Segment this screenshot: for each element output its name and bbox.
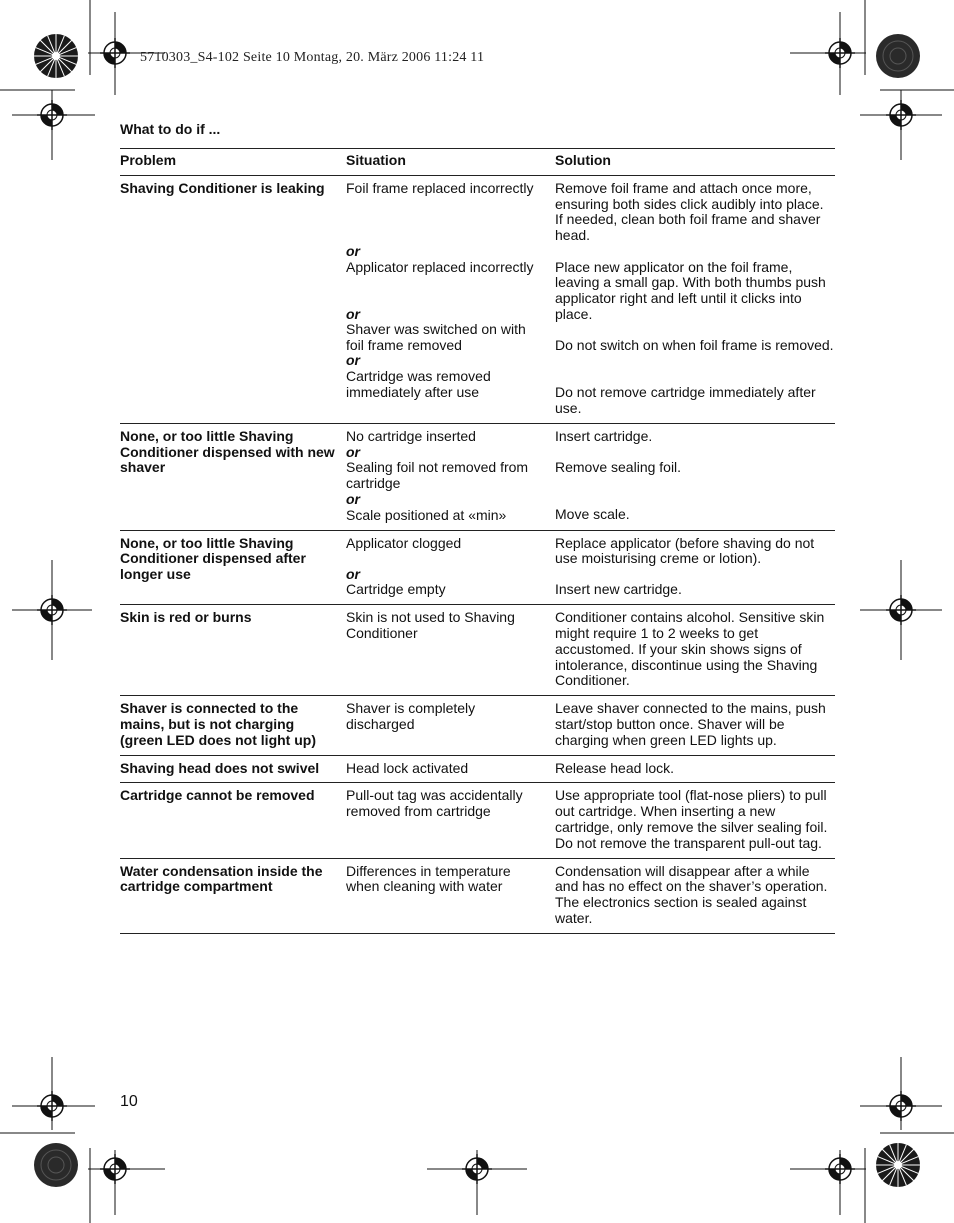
or-label: or (346, 242, 360, 259)
table-row (120, 755, 835, 783)
solution-text: Insert cartridge. (555, 427, 653, 444)
print-slug: 5710303_S4-102 Seite 10 Montag, 20. März 2006 11:24 11 (140, 50, 485, 65)
or-label: or (346, 443, 360, 460)
solution-cell (555, 530, 835, 605)
column-header-situation: Situation (346, 149, 555, 176)
table-row (120, 530, 835, 605)
situation-cell (346, 423, 555, 530)
problem-cell: Water condensation inside the cartridge compartment (120, 858, 346, 933)
solution-text: Condensation will disappear after a while and has no effect on the shaver’s operation. The electronics section is sealed against water. (555, 862, 828, 926)
situation-text: Sealing foil not removed from cartridge (346, 459, 529, 492)
or-label: or (346, 490, 360, 507)
troubleshooting-table (120, 148, 835, 934)
or-label: or (346, 352, 360, 369)
situation-text: Scale positioned at «min» (346, 506, 507, 523)
solution-text: Insert new cartridge. (555, 581, 682, 598)
situation-text: Differences in temperature when cleaning with water (346, 862, 511, 895)
situation-cell (346, 530, 555, 605)
solution-text: Conditioner contains alcohol. Sensitive skin might require 1 to 2 weeks to get accustomed. If your skin shows signs of intolerance, discontinue using the Shaving Conditioner. (555, 609, 825, 689)
situation-cell (346, 605, 555, 696)
situation-text: Head lock activated (346, 759, 469, 776)
situation-text: Cartridge was removed immediately after use (346, 368, 491, 400)
problem-cell: Shaver is connected to the mains, but is not charging (green LED does not light up) (120, 696, 346, 755)
solution-text: Remove foil frame and attach once more, ensuring both sides click audibly into place. If needed, clean both foil frame and shaver head. (555, 179, 824, 244)
column-header-solution: Solution (555, 149, 835, 176)
situation-text: Applicator clogged (346, 534, 462, 551)
solution-text: Use appropriate tool (flat-nose pliers) to pull out cartridge. When inserting a new cartridge, only remove the silver sealing foil. Do not remove the transparent pull-out tag. (555, 787, 828, 851)
table-row (120, 696, 835, 755)
table-row (120, 858, 835, 933)
solution-cell (555, 423, 835, 530)
situation-text: Pull-out tag was accidentally removed from cartridge (346, 787, 523, 820)
section-title: What to do if ... (120, 121, 221, 137)
solution-text: Do not switch on when foil frame is removed. (555, 337, 834, 354)
solution-text: Replace applicator (before shaving do not use moisturising creme or lotion). (555, 534, 815, 567)
solution-text: Place new applicator on the foil frame, leaving a small gap. With both thumbs push applicator right and left until it clicks into place. (555, 258, 826, 322)
or-label: or (346, 565, 360, 582)
solution-cell (555, 696, 835, 755)
situation-text: No cartridge inserted (346, 427, 476, 444)
situation-text: Skin is not used to Shaving Conditioner (346, 609, 515, 641)
solution-text: Do not remove cartridge immediately after use. (555, 384, 816, 416)
situation-text: Shaver was switched on with foil frame removed (346, 321, 526, 354)
problem-cell: None, or too little Shaving Conditioner dispensed with new shaver (120, 423, 346, 530)
problem-cell: Cartridge cannot be removed (120, 783, 346, 858)
table-row (120, 423, 835, 530)
or-label: or (346, 305, 360, 322)
solution-text: Leave shaver connected to the mains, push start/stop button once. Shaver will be charging when green LED lights up. (555, 700, 826, 748)
situation-cell (346, 783, 555, 858)
problem-cell: None, or too little Shaving Conditioner dispensed after longer use (120, 530, 346, 605)
situation-text: Foil frame replaced incorrectly (346, 179, 534, 196)
situation-cell (346, 755, 555, 783)
solution-cell (555, 858, 835, 933)
solution-cell (555, 605, 835, 696)
solution-cell (555, 175, 835, 423)
situation-cell (346, 175, 555, 423)
situation-text: Applicator replaced incorrectly (346, 258, 534, 275)
solution-text: Move scale. (555, 506, 630, 523)
column-header-problem: Problem (120, 149, 346, 176)
situation-text: Cartridge empty (346, 581, 446, 598)
solution-cell (555, 755, 835, 783)
problem-cell: Shaving Conditioner is leaking (120, 175, 346, 423)
solution-text: Remove sealing foil. (555, 459, 682, 476)
page-number: 10 (120, 1093, 138, 1110)
table-header-row (120, 149, 835, 176)
solution-text: Release head lock. (555, 759, 675, 776)
table-row (120, 175, 835, 423)
situation-text: Shaver is completely discharged (346, 700, 476, 732)
problem-cell: Shaving head does not swivel (120, 755, 346, 783)
table-row (120, 783, 835, 858)
situation-cell (346, 696, 555, 755)
situation-cell (346, 858, 555, 933)
problem-cell: Skin is red or burns (120, 605, 346, 696)
table-row (120, 605, 835, 696)
solution-cell (555, 783, 835, 858)
